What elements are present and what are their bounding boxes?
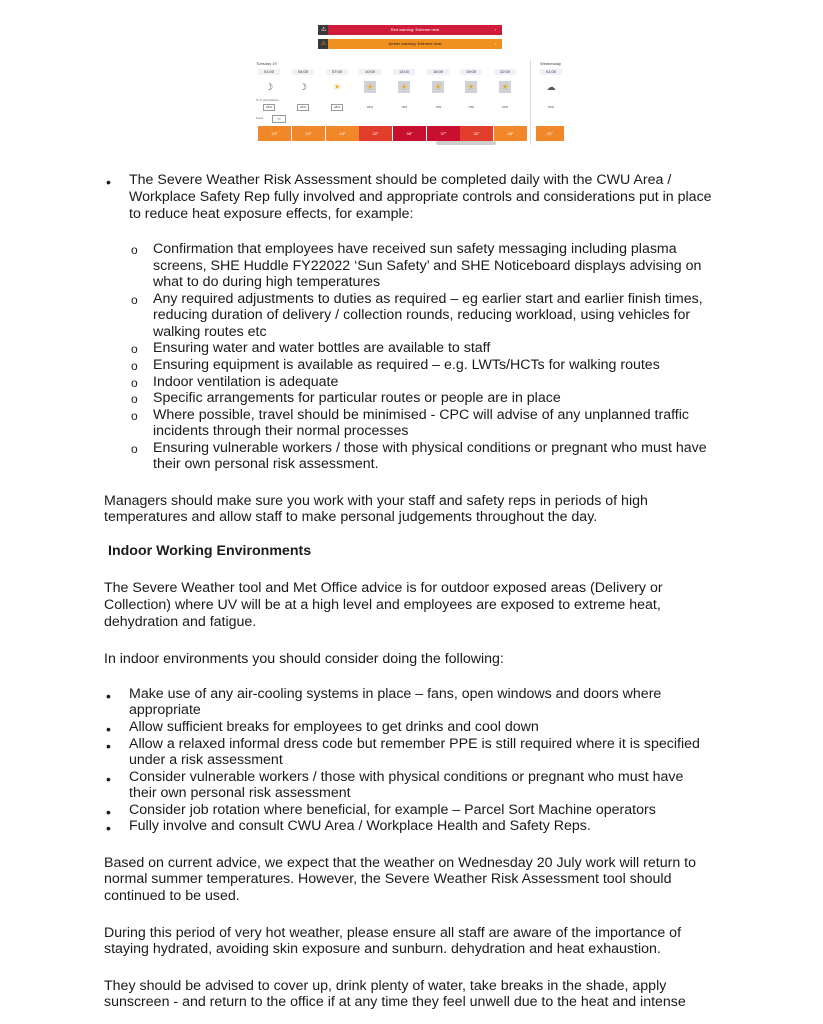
advice-paragraph-line: continued to be used. — [104, 888, 240, 904]
temperature-cell: 32° — [460, 126, 493, 141]
circle-bullet-icon: o — [131, 442, 138, 456]
sub-item-line: walking routes etc — [153, 324, 267, 340]
precipitation-value: 10% — [501, 105, 508, 109]
precipitation-value: ≤5% — [331, 104, 343, 111]
hour-label: 13:00 — [393, 69, 415, 75]
cover-up-paragraph-line: sunscreen - and return to the office if at any time they feel unwell due to the heat and intense — [104, 994, 686, 1010]
sunny-icon: ☀ — [399, 82, 409, 92]
circle-bullet-icon: o — [131, 376, 138, 390]
indoor-item-line: Make use of any air-cooling systems in place – fans, open windows and doors where — [129, 686, 662, 702]
indoor-intro: In indoor environments you should consider doing the following: — [104, 651, 504, 667]
sunny-icon: ☀ — [332, 82, 342, 92]
circle-bullet-icon: o — [131, 392, 138, 406]
amber-warning-text: Amber warning: Extreme heat — [328, 39, 502, 49]
indoor-item-line: Consider vulnerable workers / those with physical conditions or pregnant who must have — [129, 769, 684, 785]
hot-weather-paragraph-line: staying hydrated, avoiding skin exposure and sunburn. dehydration and heat exhaustion. — [104, 941, 661, 957]
indoor-item-line: Allow sufficient breaks for employees to get drinks and cool down — [129, 719, 539, 735]
sub-item-line: Indoor ventilation is adequate — [153, 374, 339, 390]
bullet-icon: • — [106, 688, 111, 704]
risk-assessment-line: Workplace Safety Rep fully involved and appropriate controls and considerations put in place — [129, 189, 712, 205]
temperature-cell: 22° — [536, 126, 564, 141]
hot-weather-paragraph-line: During this period of very hot weather, please ensure all staff are aware of the importance of — [104, 925, 682, 941]
amber-warning-banner[interactable] — [318, 39, 502, 49]
advice-paragraph-line: Based on current advice, we expect that the weather on Wednesday 20 July work will return to — [104, 855, 696, 871]
horizontal-scrollbar[interactable] — [436, 141, 496, 145]
clear-night-icon: ☽ — [298, 82, 308, 92]
red-warning-banner[interactable] — [318, 25, 502, 35]
managers-paragraph-line: Managers should make sure you work with your staff and safety reps in periods of high — [104, 493, 648, 509]
circle-bullet-icon: o — [131, 409, 138, 423]
sub-item-line: their own personal risk assessment. — [153, 456, 379, 472]
indoor-heading: Indoor Working Environments — [108, 543, 312, 559]
hour-label: 04:00 — [292, 69, 314, 75]
temperature-cell: 37° — [427, 126, 460, 141]
weather-forecast-widget — [256, 25, 564, 147]
indoor-item-line: appropriate — [129, 702, 201, 718]
temperature-cell: 32° — [359, 126, 392, 141]
circle-bullet-icon: o — [131, 359, 138, 373]
hour-label: 22:00 — [494, 69, 516, 75]
temperature-cell: 24° — [258, 126, 291, 141]
temperature-unit-select[interactable]: °C — [272, 115, 286, 123]
precipitation-value: 10% — [547, 105, 554, 109]
precipitation-value: <5% — [400, 105, 408, 109]
temperature-cell: 22° — [292, 126, 325, 141]
bullet-icon: • — [106, 721, 111, 737]
sub-item-line: Where possible, travel should be minimised - CPC will advise of any unplanned traffic — [153, 407, 689, 423]
sunny-icon: ☀ — [433, 82, 443, 92]
precipitation-value: <5% — [467, 105, 475, 109]
sub-item-line: Specific arrangements for particular routes or people are in place — [153, 390, 561, 406]
cover-up-paragraph-line: They should be advised to cover up, drink plenty of water, take breaks in the shade, apply — [104, 978, 667, 994]
sub-item-line: Ensuring vulnerable workers / those with physical conditions or pregnant who must have — [153, 440, 707, 456]
day-label-tuesday: Tuesday 19 — [256, 61, 277, 66]
partly-cloudy-night-icon: ☁ — [546, 82, 556, 92]
bullet-icon: • — [106, 738, 111, 754]
risk-assessment-line: to reduce heat exposure effects, for example: — [129, 206, 414, 222]
chevron-right-icon: › — [494, 27, 496, 32]
red-warning-text: Red warning: Extreme heat — [328, 25, 502, 35]
sub-item-line: Confirmation that employees have received sun safety messaging including plasma — [153, 241, 677, 257]
tool-paragraph-line: Collection) where UV will be at a high level and employees are exposed to extreme heat, — [104, 597, 661, 613]
hour-label: 16:00 — [427, 69, 449, 75]
sub-item-line: what to do during high temperatures — [153, 274, 381, 290]
bullet-icon: • — [106, 174, 111, 190]
bullet-icon: • — [106, 771, 111, 787]
precipitation-value: <5% — [434, 105, 442, 109]
sunny-icon: ☀ — [500, 82, 510, 92]
warning-triangle-icon: ⚠ — [318, 39, 328, 49]
risk-assessment-line: The Severe Weather Risk Assessment should be completed daily with the CWU Area / — [129, 172, 672, 188]
indoor-item-line: under a risk assessment — [129, 752, 283, 768]
sub-item-line: Any required adjustments to duties as required – eg earlier start and earlier finish times, — [153, 291, 703, 307]
circle-bullet-icon: o — [131, 293, 138, 307]
sunny-icon: ☀ — [466, 82, 476, 92]
precipitation-value: ≤5% — [263, 104, 275, 111]
clear-night-icon: ☽ — [264, 82, 274, 92]
tool-paragraph-line: The Severe Weather tool and Met Office advice is for outdoor exposed areas (Delivery or — [104, 580, 663, 596]
indoor-item-line: Consider job rotation where beneficial, for example – Parcel Sort Machine operators — [129, 802, 656, 818]
sub-item-line: incidents through their normal processes — [153, 423, 409, 439]
hour-label: 10:00 — [359, 69, 381, 75]
bullet-icon: • — [106, 804, 111, 820]
managers-paragraph-line: temperatures and allow staff to make personal judgements throughout the day. — [104, 509, 598, 525]
day-divider — [530, 59, 531, 145]
sub-item-line: Ensuring water and water bottles are available to staff — [153, 340, 491, 356]
hour-label: 19:00 — [460, 69, 482, 75]
precipitation-value: ≤5% — [367, 105, 373, 109]
circle-bullet-icon: o — [131, 342, 138, 356]
circle-bullet-icon: o — [131, 243, 138, 257]
temperature-type-label: Feels — [256, 116, 264, 120]
sub-item-line: reducing duration of delivery / collection rounds, reducing workload, using vehicles for — [153, 307, 691, 323]
hour-label: 01:00 — [258, 69, 280, 75]
temperature-cell: 24° — [326, 126, 359, 141]
hour-label: 07:00 — [326, 69, 348, 75]
sub-item-line: Ensuring equipment is available as required – e.g. LWTs/HCTs for walking routes — [153, 357, 660, 373]
day-label-wednesday: Wednesday — [540, 61, 562, 66]
chevron-right-icon: › — [494, 41, 496, 46]
precipitation-value: ≤5% — [297, 104, 309, 111]
tool-paragraph-line: dehydration and fatigue. — [104, 614, 257, 630]
indoor-item-line: Fully involve and consult CWU Area / Workplace Health and Safety Reps. — [129, 818, 591, 834]
indoor-item-line: Allow a relaxed informal dress code but remember PPE is still required where it is specified — [129, 736, 700, 752]
sub-item-line: screens, SHE Huddle FY22022 ‘Sun Safety’ and SHE Noticeboard displays advising on — [153, 258, 702, 274]
precipitation-label: % of precipitation — [256, 98, 280, 102]
temperature-cell: 36° — [393, 126, 426, 141]
hour-label: 01:00 — [540, 69, 562, 75]
indoor-item-line: their own personal risk assessment — [129, 785, 351, 801]
sunny-icon: ☀ — [365, 82, 375, 92]
warning-triangle-icon: ⚠ — [318, 25, 328, 35]
temperature-cell: 28° — [494, 126, 527, 141]
advice-paragraph-line: normal summer temperatures. However, the Severe Weather Risk Assessment tool should — [104, 871, 672, 887]
bullet-icon: • — [106, 820, 111, 836]
